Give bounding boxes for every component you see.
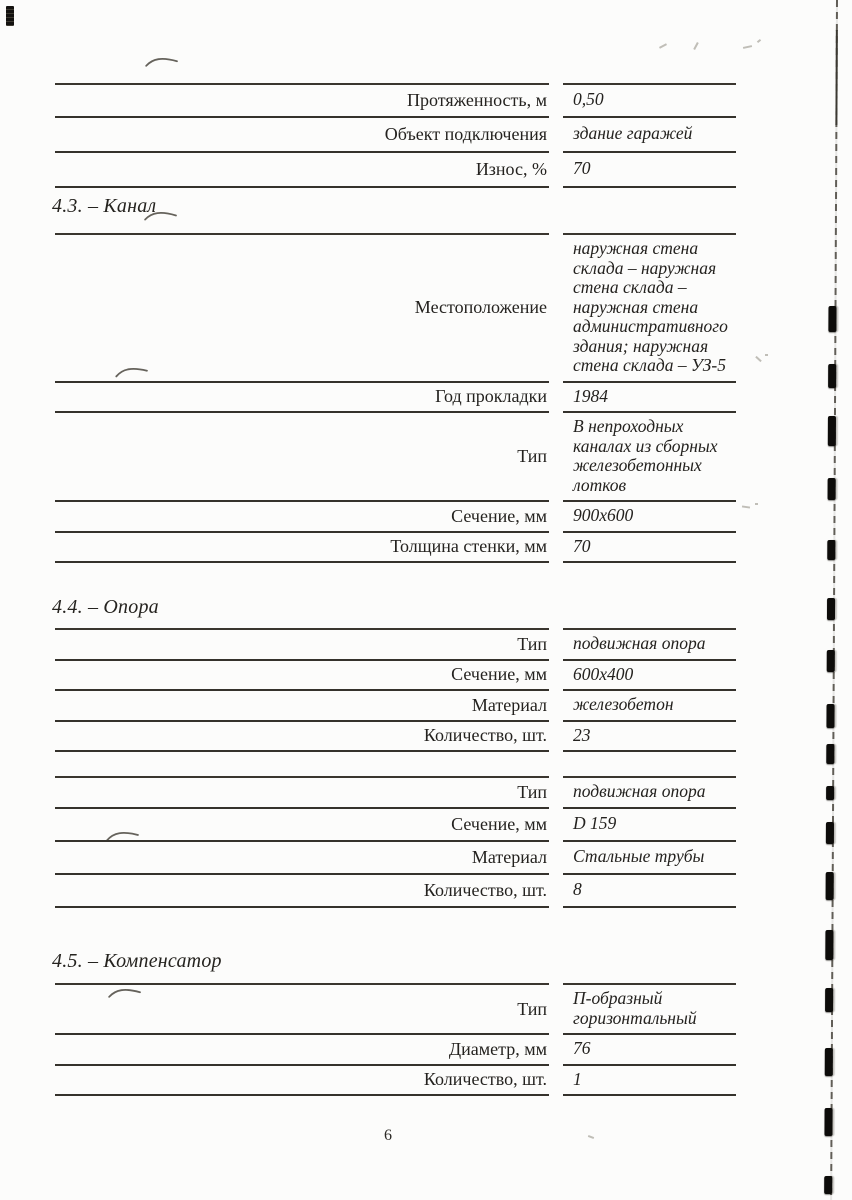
table-row: [55, 661, 736, 692]
row-value: 76: [563, 1035, 736, 1066]
table-row: [55, 383, 736, 414]
row-value: Стальные трубы: [563, 842, 736, 875]
row-label: Тип: [55, 776, 549, 809]
section: [55, 776, 736, 908]
row-value: здание гаражей: [563, 118, 736, 153]
scan-speck: [743, 45, 752, 49]
key-value-table: [55, 983, 736, 1096]
scan-artifact-blob: [828, 364, 836, 388]
scan-artifact-blob: [828, 416, 836, 446]
key-value-table: [55, 83, 736, 188]
row-label: Количество, шт.: [55, 875, 549, 908]
row-label: Год прокладки: [55, 383, 549, 414]
row-value: подвижная опора: [563, 628, 736, 661]
column-gap: [549, 628, 563, 661]
scan-artifact-blob: [825, 930, 833, 960]
row-value: 1: [563, 1066, 736, 1097]
scan-artifact-blob: [825, 988, 833, 1012]
column-gap: [549, 1035, 563, 1066]
section-heading: 4.4. – Опора: [52, 596, 159, 618]
row-label: Тип: [55, 413, 549, 502]
row-value: подвижная опора: [563, 776, 736, 809]
row-value: 0,50: [563, 83, 736, 118]
table-row: [55, 118, 736, 153]
table-row: [55, 983, 736, 1035]
table-row: [55, 809, 736, 842]
column-gap: [549, 413, 563, 502]
column-gap: [549, 1066, 563, 1097]
pen-squiggle-mark: [144, 54, 181, 70]
row-label: Объект подключения: [55, 118, 549, 153]
row-value: 70: [563, 533, 736, 564]
row-label: Диаметр, мм: [55, 1035, 549, 1066]
table-row: [55, 1066, 736, 1097]
row-label: Местоположение: [55, 233, 549, 383]
column-gap: [549, 722, 563, 753]
table-row: [55, 83, 736, 118]
scan-speck: [659, 43, 667, 49]
row-label: Сечение, мм: [55, 502, 549, 533]
row-value: В непроходных каналах из сборных железобетонных лотков: [563, 413, 736, 502]
row-value: 23: [563, 722, 736, 753]
section: [55, 83, 736, 188]
column-gap: [549, 691, 563, 722]
column-gap: [549, 118, 563, 153]
table-row: [55, 233, 736, 383]
column-gap: [549, 502, 563, 533]
table-row: [55, 628, 736, 661]
section-heading: 4.3. – Канал: [52, 195, 157, 217]
column-gap: [549, 809, 563, 842]
table-row: [55, 153, 736, 188]
document-content: [52, 83, 736, 1096]
row-value: 600х400: [563, 661, 736, 692]
key-value-table: [55, 233, 736, 563]
row-value: 1984: [563, 383, 736, 414]
scan-artifact-blob: [827, 650, 835, 672]
key-value-table: [55, 628, 736, 752]
section: [52, 949, 736, 1096]
row-label: Протяженность, м: [55, 83, 549, 118]
scan-artifact-binding-edge: [822, 0, 842, 1200]
column-gap: [549, 776, 563, 809]
row-label: Материал: [55, 842, 549, 875]
row-value: D 159: [563, 809, 736, 842]
scan-speck: [742, 505, 750, 508]
row-label: Износ, %: [55, 153, 549, 188]
scan-speck: [693, 42, 699, 50]
table-row: [55, 413, 736, 502]
table-row: [55, 533, 736, 564]
scan-artifact-edge-streak: [835, 30, 837, 125]
row-label: Сечение, мм: [55, 809, 549, 842]
row-value: 70: [563, 153, 736, 188]
row-label: Материал: [55, 691, 549, 722]
column-gap: [549, 383, 563, 414]
scan-artifact-corner-mark: [6, 6, 14, 26]
column-gap: [549, 661, 563, 692]
scan-artifact-blob: [824, 1176, 832, 1194]
scan-speck: [765, 354, 768, 356]
column-gap: [549, 83, 563, 118]
column-gap: [549, 233, 563, 383]
scan-artifact-blob: [826, 704, 834, 728]
row-value: железобетон: [563, 691, 736, 722]
scan-artifact-blob: [827, 598, 835, 620]
table-row: [55, 502, 736, 533]
table-row: [55, 1035, 736, 1066]
column-gap: [549, 875, 563, 908]
row-value: 900х600: [563, 502, 736, 533]
section-heading: 4.5. – Компенсатор: [52, 950, 222, 972]
scan-artifact-blob: [825, 1048, 833, 1076]
row-value: П-образный горизонтальный: [563, 983, 736, 1035]
row-label: Тип: [55, 983, 549, 1035]
scan-artifact-blob: [826, 822, 834, 844]
row-label: Толщина стенки, мм: [55, 533, 549, 564]
row-label: Тип: [55, 628, 549, 661]
section: [52, 595, 736, 752]
scan-artifact-blob: [826, 872, 834, 900]
scan-artifact-blob: [826, 786, 834, 800]
row-label: Количество, шт.: [55, 722, 549, 753]
scan-artifact-blob: [824, 1108, 832, 1136]
table-row: [55, 691, 736, 722]
section: [52, 194, 736, 563]
scan-speck: [588, 1135, 594, 1139]
scan-artifact-blob: [828, 306, 836, 332]
page-number: 6: [384, 1127, 392, 1144]
row-label: Сечение, мм: [55, 661, 549, 692]
scan-artifact-blob: [826, 744, 834, 764]
row-label: Количество, шт.: [55, 1066, 549, 1097]
column-gap: [549, 983, 563, 1035]
table-row: [55, 776, 736, 809]
scan-speck: [755, 503, 758, 505]
scan-artifact-blob: [828, 478, 836, 500]
table-row: [55, 875, 736, 908]
table-row: [55, 722, 736, 753]
scan-speck: [755, 356, 762, 362]
scan-speck: [757, 39, 761, 43]
scan-artifact-blob: [827, 540, 835, 560]
column-gap: [549, 153, 563, 188]
row-value: наружная стена склада – наружная стена склада – наружная стена административного здания; наружная стена склада – УЗ-5: [563, 233, 736, 383]
column-gap: [549, 533, 563, 564]
column-gap: [549, 842, 563, 875]
row-value: 8: [563, 875, 736, 908]
key-value-table: [55, 776, 736, 908]
table-row: [55, 842, 736, 875]
